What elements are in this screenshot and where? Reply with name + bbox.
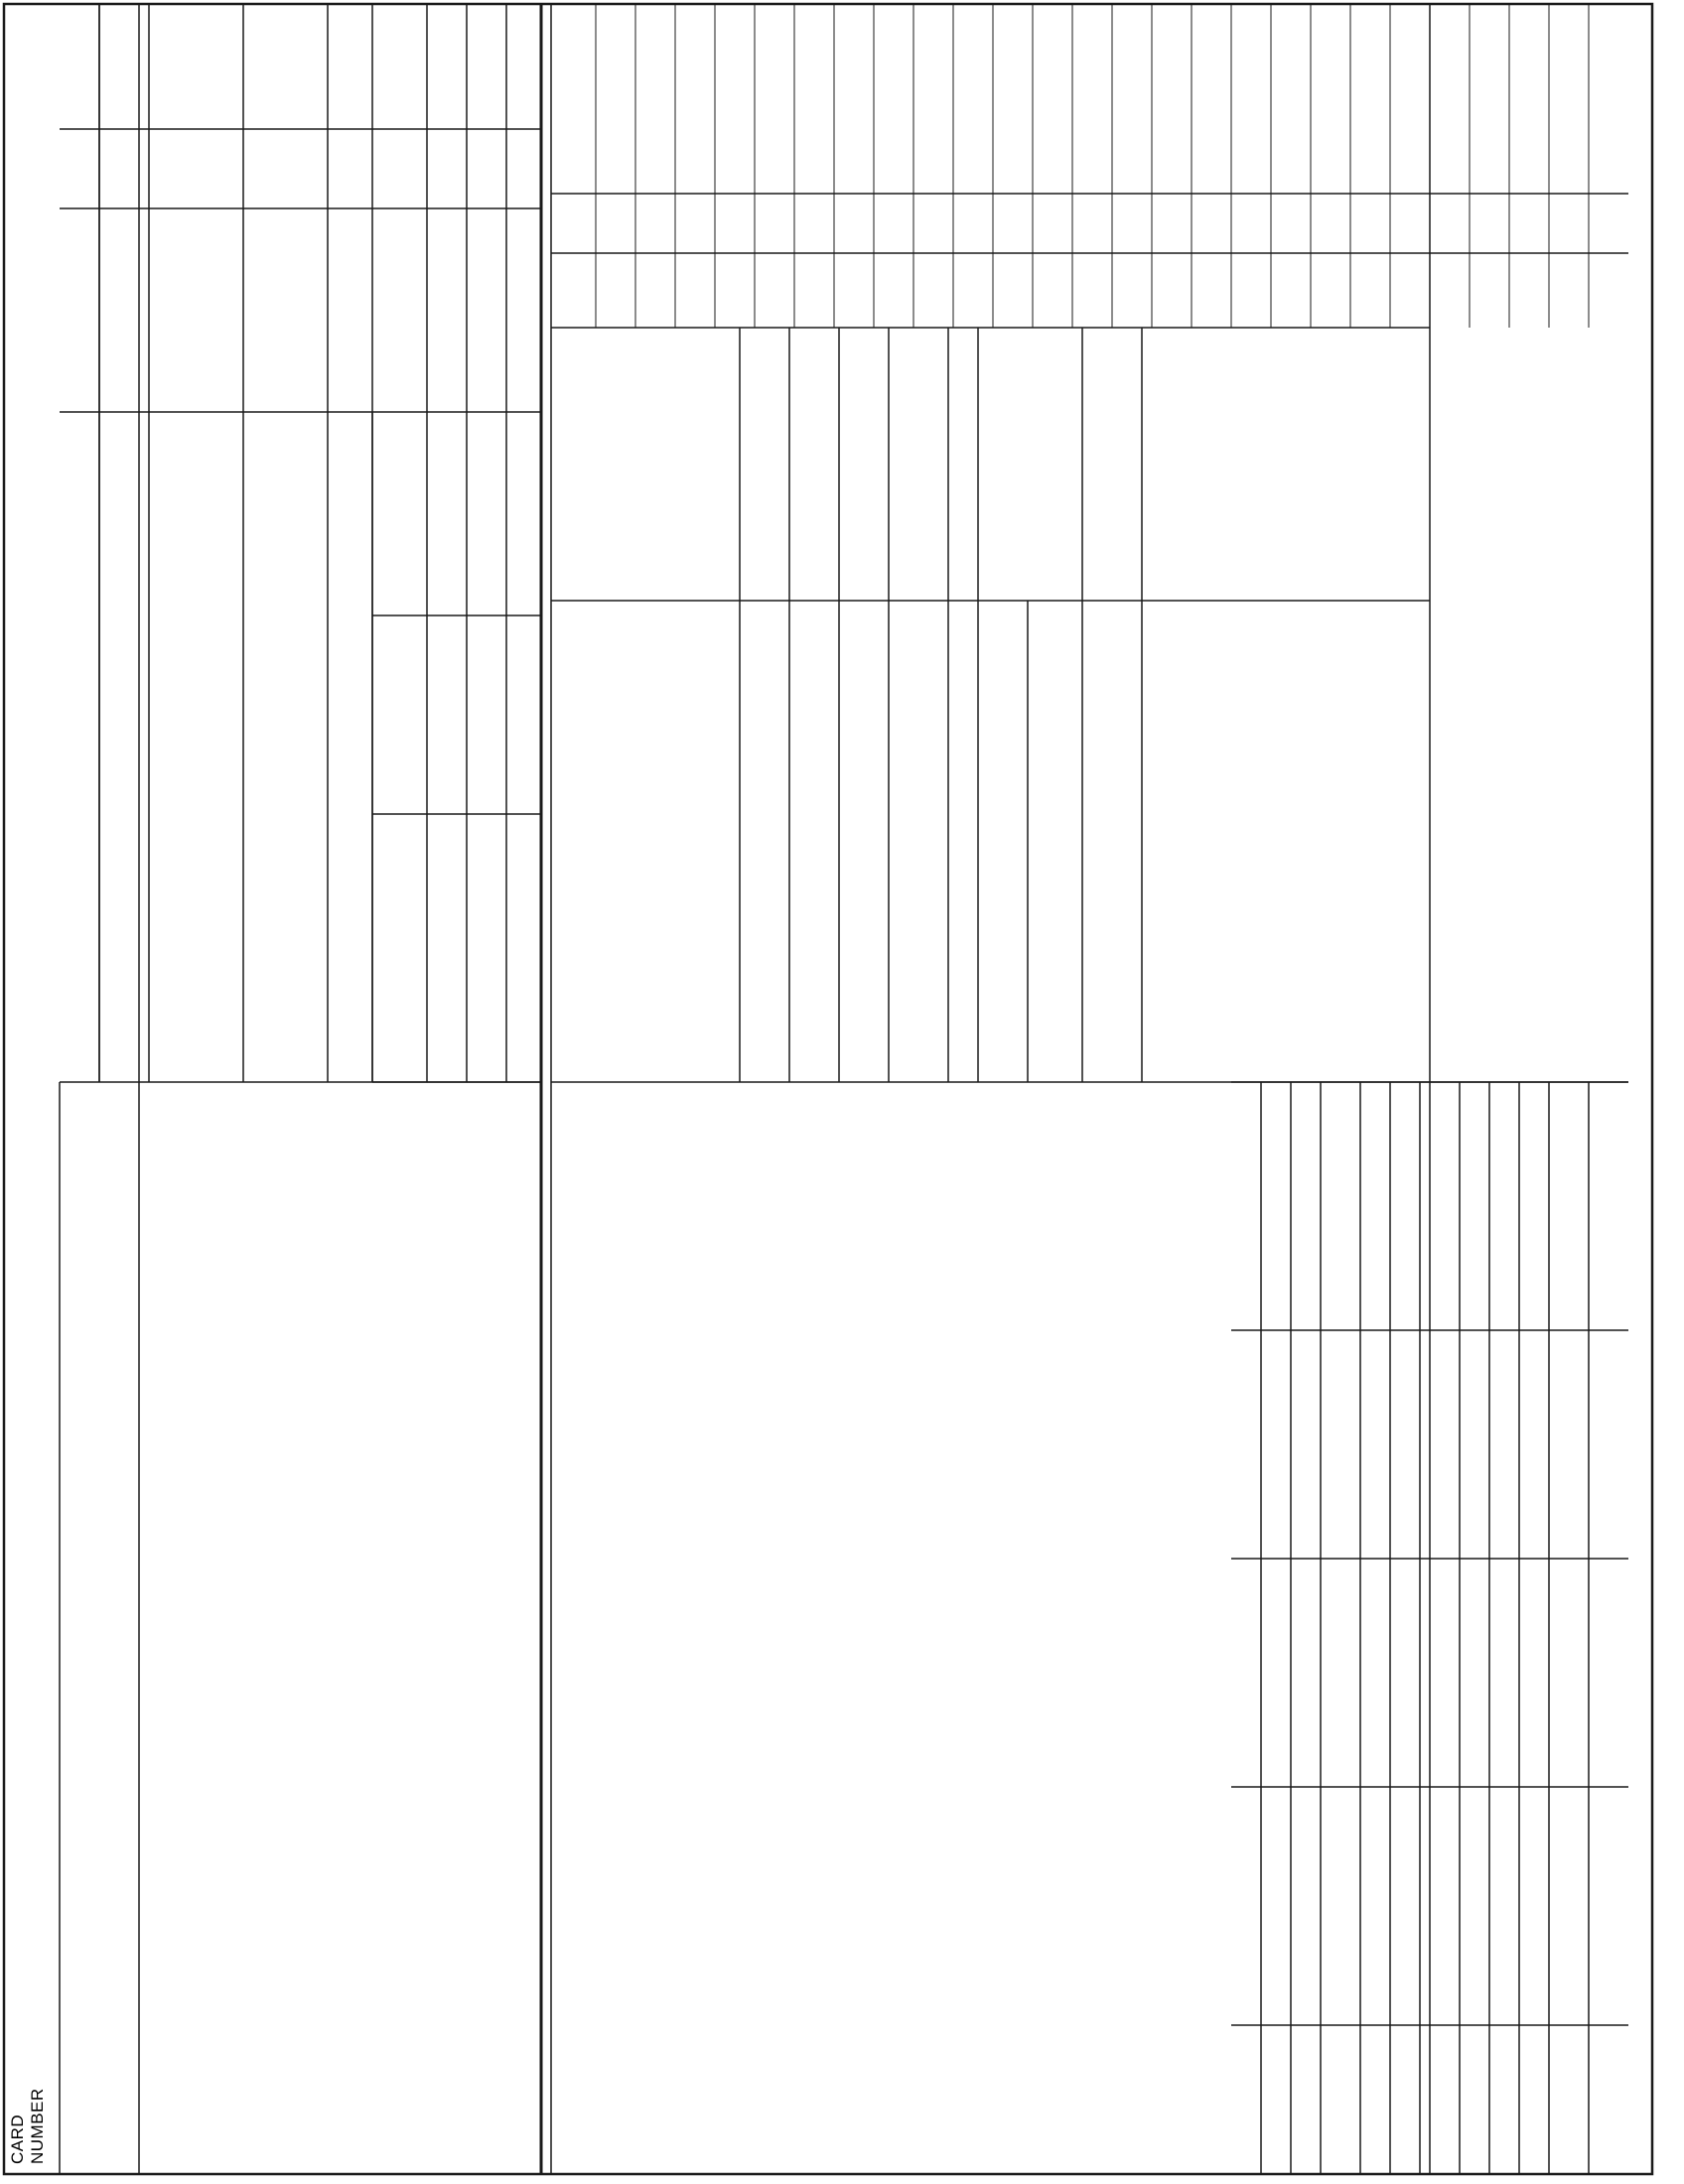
card-number-label-v: CARD NUMBER: [8, 2088, 47, 2164]
grid-box: [4, 4, 1652, 2174]
